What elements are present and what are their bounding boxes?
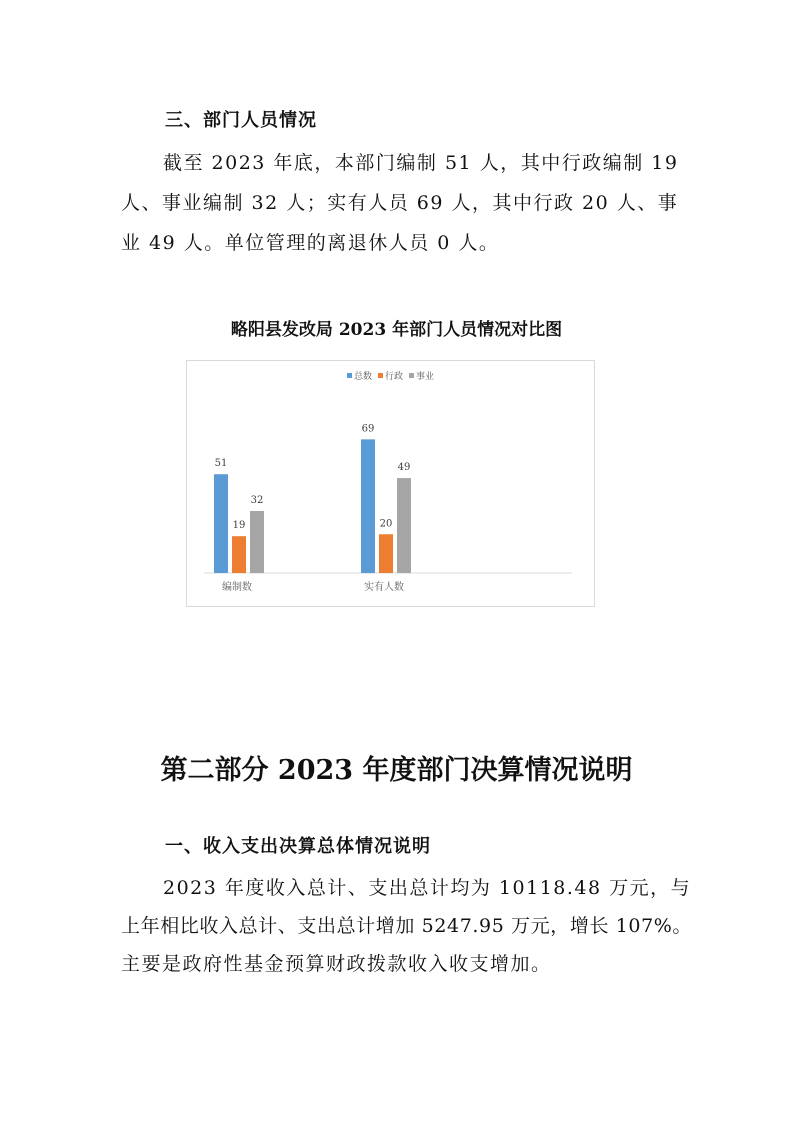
data-label-0-2: 32 <box>250 495 264 507</box>
bar-1-2 <box>397 478 411 573</box>
legend-label-1: 行政 <box>385 372 404 382</box>
part2-line-1: 2023 年度收入总计、支出总计均为 10118.48 万元，与 <box>163 877 692 899</box>
bar-0-1 <box>232 536 246 573</box>
legend-label-0: 总数 <box>354 372 373 382</box>
part2-line-2: 上年相比收入总计、支出总计增加 5247.95 万元，增长 107%。 <box>121 915 693 937</box>
section3-heading: 三、部门人员情况 <box>165 110 317 131</box>
part2-title: 第二部分 2023 年度部门决算情况说明 <box>160 755 633 786</box>
legend-swatch-1 <box>378 373 383 378</box>
data-label-0-0: 51 <box>214 458 228 470</box>
category-label-0: 编制数 <box>222 582 252 593</box>
section3-line-3: 业 49 人。单位管理的离退休人员 0 人。 <box>121 232 500 254</box>
data-label-1-0: 69 <box>361 423 375 435</box>
bar-0-0 <box>214 474 228 573</box>
section3-line-1: 截至 2023 年底，本部门编制 51 人，其中行政编制 19 <box>163 152 679 174</box>
legend-swatch-2 <box>409 373 414 378</box>
bar-0-2 <box>250 511 264 573</box>
chart-title: 略阳县发改局 2023 年部门人员情况对比图 <box>230 320 563 340</box>
chart-box <box>186 360 595 607</box>
legend-swatch-0 <box>347 373 352 378</box>
bar-1-0 <box>361 439 375 573</box>
data-label-1-1: 20 <box>379 518 393 530</box>
section3-line-2: 人、事业编制 32 人；实有人员 69 人，其中行政 20 人、事 <box>121 192 679 214</box>
part2-section1-heading: 一、收入支出决算总体情况说明 <box>165 836 431 857</box>
bar-1-1 <box>379 534 393 573</box>
staff-bar-chart <box>187 361 596 608</box>
category-label-1: 实有人数 <box>364 582 404 593</box>
data-label-1-2: 49 <box>397 462 411 474</box>
data-label-0-1: 19 <box>232 520 246 532</box>
part2-line-3: 主要是政府性基金预算财政拨款收入收支增加。 <box>121 953 552 975</box>
legend-label-2: 事业 <box>416 372 435 382</box>
